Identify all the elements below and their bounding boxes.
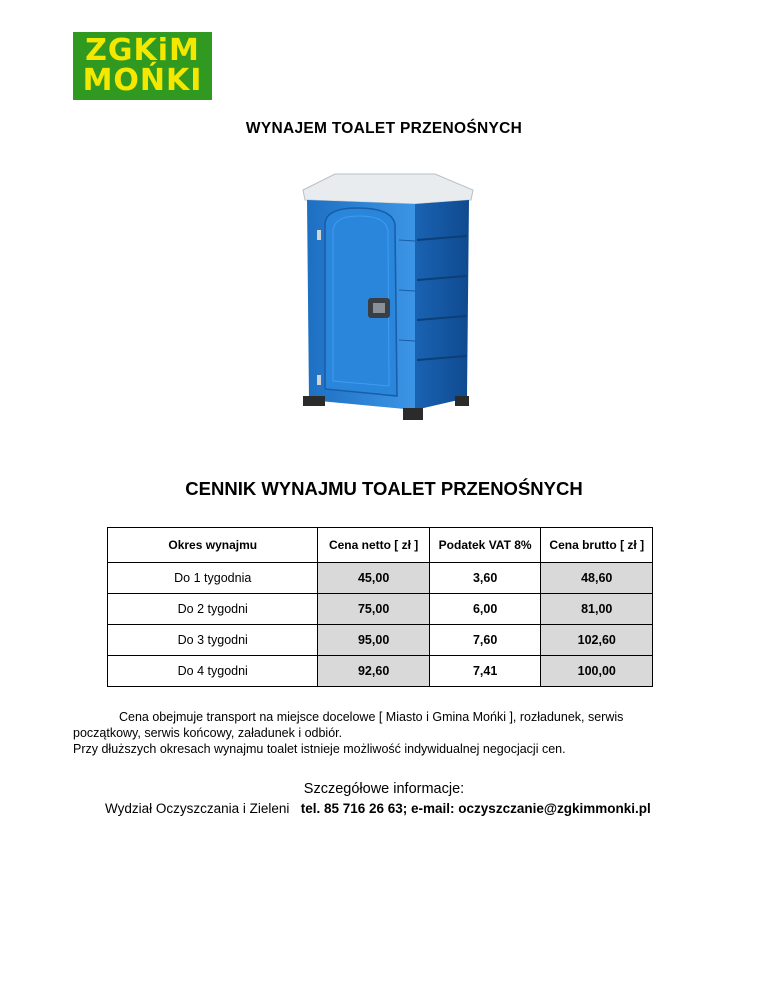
pricelist-title: CENNIK WYNAJMU TOALET PRZENOŚNYCH xyxy=(185,478,583,499)
cell-vat: 6,00 xyxy=(429,594,541,625)
table-row xyxy=(108,594,653,625)
cell-period: Do 2 tygodni xyxy=(108,594,318,625)
contact-heading: Szczegółowe informacje: xyxy=(303,781,465,797)
cell-net: 45,00 xyxy=(318,563,429,594)
header-period: Okres wynajmu xyxy=(108,528,318,563)
cell-period: Do 1 tygodnia xyxy=(108,563,318,594)
cell-net: 95,00 xyxy=(318,625,429,656)
header-gross-price: Cena brutto [ zł ] xyxy=(541,528,653,563)
cell-net: 75,00 xyxy=(318,594,429,625)
price-table xyxy=(107,527,653,687)
cell-vat: 3,60 xyxy=(429,563,541,594)
cell-vat: 7,41 xyxy=(429,656,541,687)
note-line-3: Przy dłuższych okresach wynajmu toalet istnieje możliwość indywidualnej negocjacji cen. xyxy=(73,742,566,756)
cell-gross: 81,00 xyxy=(541,594,653,625)
header-vat: Podatek VAT 8% xyxy=(429,528,541,563)
contact-line xyxy=(105,801,725,816)
price-note xyxy=(73,709,713,757)
cell-net: 92,60 xyxy=(318,656,429,687)
note-line-1: Cena obejmuje transport na miejsce docelowe [ Miasto i Gmina Mońki ], rozładunek, serwis xyxy=(119,710,624,724)
cell-vat: 7,60 xyxy=(429,625,541,656)
company-logo xyxy=(73,32,212,100)
cell-period: Do 4 tygodni xyxy=(108,656,318,687)
portable-toilet-icon xyxy=(295,170,475,432)
table-row xyxy=(108,656,653,687)
cell-gross: 102,60 xyxy=(541,625,653,656)
cell-gross: 100,00 xyxy=(541,656,653,687)
note-line-2: początkowy, serwis końcowy, załadunek i odbiór. xyxy=(73,726,343,740)
contact-department: Wydział Oczyszczania i Zieleni xyxy=(105,801,290,816)
page-title: WYNAJEM TOALET PRZENOŚNYCH xyxy=(245,120,523,137)
table-row xyxy=(108,563,653,594)
cell-gross: 48,60 xyxy=(541,563,653,594)
header-net-price: Cena netto [ zł ] xyxy=(318,528,429,563)
table-row xyxy=(108,625,653,656)
cell-period: Do 3 tygodni xyxy=(108,625,318,656)
logo-line-2: MOŃKI xyxy=(82,63,203,98)
table-header-row xyxy=(108,528,653,563)
contact-details: tel. 85 716 26 63; e-mail: oczyszczanie@zgkimmonki.pl xyxy=(300,801,651,816)
logo-line-1: ZGKiM xyxy=(85,33,200,68)
